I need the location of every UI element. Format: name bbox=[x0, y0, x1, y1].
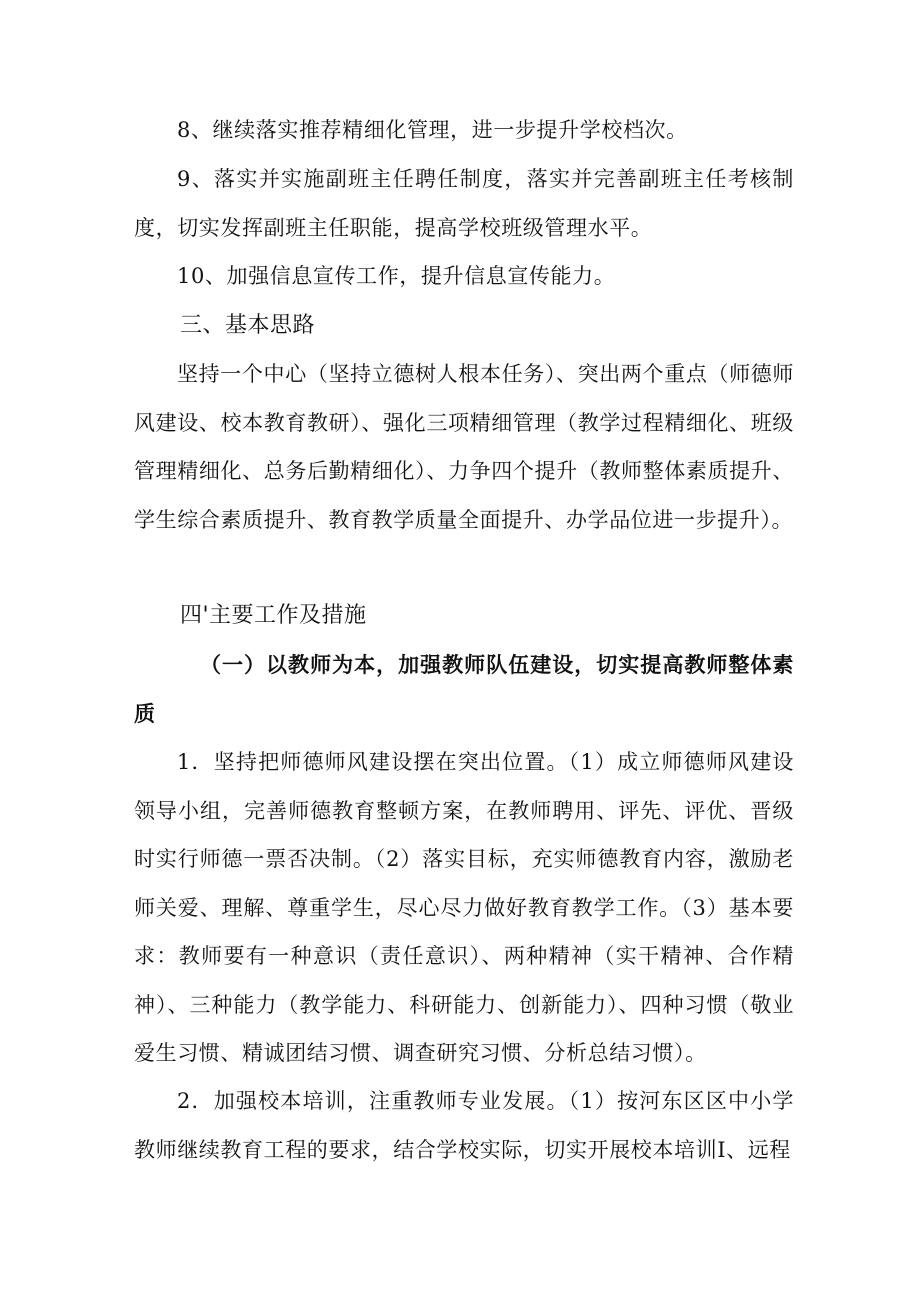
paragraph-item-9: 9、落实并实施副班主任聘任制度，落实并完善副班主任考核制度，切实发挥副班主任职能，提高学校班级管理水平。 bbox=[134, 167, 794, 240]
paragraph-item-8: 8、继续落实推荐精细化管理，进一步提升学校档次。 bbox=[177, 118, 688, 142]
section-heading-3: 三、基本思路 bbox=[180, 313, 316, 338]
paragraph-item-2: 2．加强校本培训，注重教师专业发展。（1）按河东区区中小学教师继续教育工程的要求，结合学校实际，切实开展校本培训I、远程 bbox=[134, 1089, 794, 1162]
paragraph-item-1: 1．坚持把师德师风建设摆在突出位置。（1）成立师德师风建设领导小组，完善师德教育整顿方案，在教师聘用、评先、评优、晋级时实行师德一票否决制。（2）落实目标，充实师德教育内容，激励老师关爱、理解、尊重学生，尽心尽力做好教育教学工作。（3）基本要求：教师要有一种意识（责任意识）、两种精神（实干精神、合作精神）、三种能力（教学能力、科研能力、创新能力）、四种习惯（敬业爱生习惯、精诚团结习惯、调查研究习惯、分析总结习惯）。 bbox=[134, 750, 794, 1065]
section-heading-4: 四'主要工作及措施 bbox=[180, 603, 367, 628]
subsection-heading-1: （一）以教师为本，加强教师队伍建设，切实提高教师整体素质 bbox=[134, 652, 794, 726]
paragraph-item-10: 10、加强信息宣传工作，提升信息宣传能力。 bbox=[177, 264, 616, 288]
paragraph-basic-idea: 坚持一个中心（坚持立德树人根本任务）、突出两个重点（师德师风建设、校本教育教研）、强化三项精细管理（教学过程精细化、班级管理精细化、总务后勤精细化）、力争四个提升（教师整体素质提升、学生综合素质提升、教育教学质量全面提升、办学品位进一步提升）。 bbox=[134, 362, 794, 532]
